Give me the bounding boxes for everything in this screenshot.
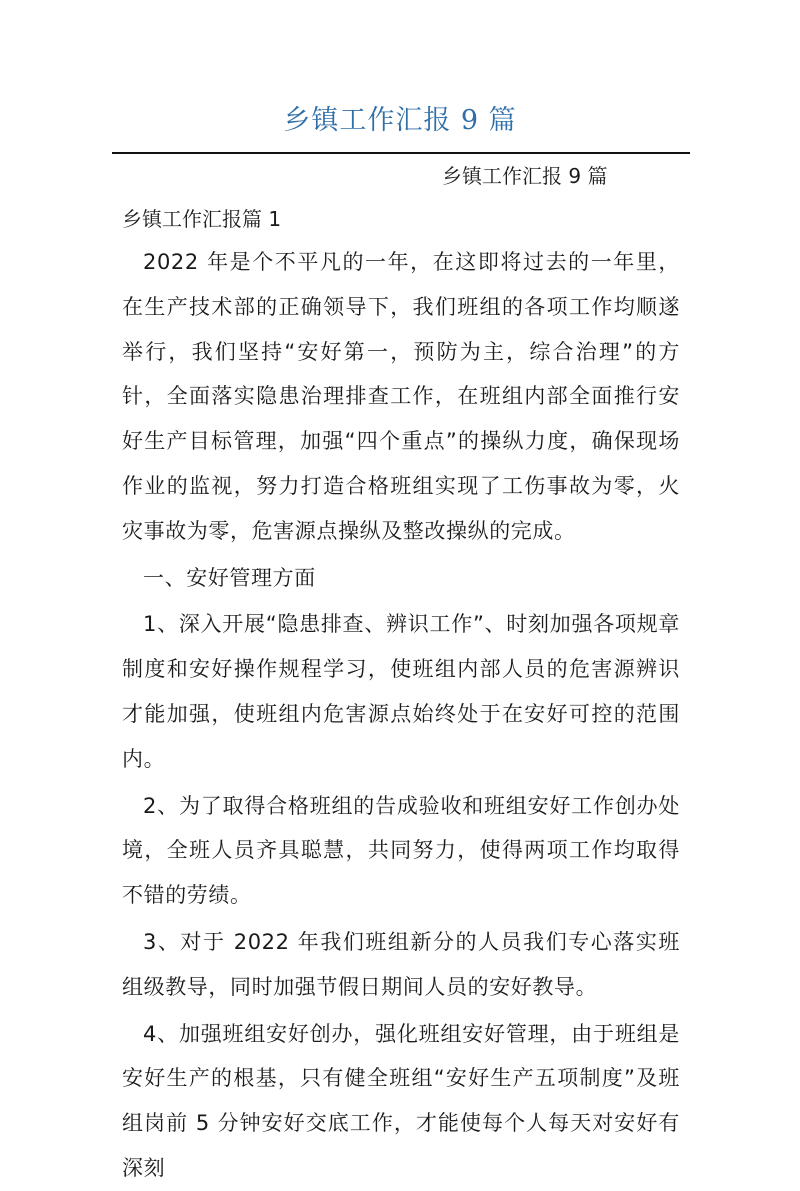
document-title: 乡镇工作汇报 9 篇 <box>283 105 517 136</box>
title-divider <box>112 152 690 154</box>
document-body <box>122 240 680 1191</box>
paragraph-item-2: 2、为了取得合格班组的告成验收和班组安好工作创办处境，全班人员齐具聪慧，共同努力，使得两项工作均取得不错的劳绩。 <box>122 793 680 908</box>
section-heading: 乡镇工作汇报篇 1 <box>122 207 282 231</box>
paragraph-item-3: 3、对于 2022 年我们班组新分的人员我们专心落实班组级教导，同时加强节假日期间人员的安好教导。 <box>122 929 680 999</box>
paragraph-item-1: 1、深入开展“隐患排查、辨识工作”、时刻加强各项规章制度和安好操作规程学习，使班组内部人员的危害源辨识才能加强，使班组内危害源点始终处于在安好可控的范围内。 <box>122 612 680 771</box>
paragraph-item-4: 4、加强班组安好创办，强化班组安好管理，由于班组是安好生产的根基，只有健全班组“安好生产五项制度”及班组岗前 5 分钟安好交底工作，才能使每个人每天对安好有深刻 <box>122 1021 680 1180</box>
paragraph-intro: 2022 年是个不平凡的一年，在这即将过去的一年里，在生产技术部的正确领导下，我们班组的各项工作均顺遂举行，我们坚持“安好第一，预防为主，综合治理”的方针，全面落实隐患治理排查工作，在班组内部全面推行安好生产目标管理，加强“四个重点”的操纵力度，确保现场作业的监视，努力打造合格班组实现了工伤事故为零，火灾事故为零，危害源点操纵及整改操纵的完成。 <box>122 250 680 543</box>
paragraph-heading-safety: 一、安好管理方面 <box>143 565 316 590</box>
document-subtitle: 乡镇工作汇报 9 篇 <box>442 164 608 188</box>
